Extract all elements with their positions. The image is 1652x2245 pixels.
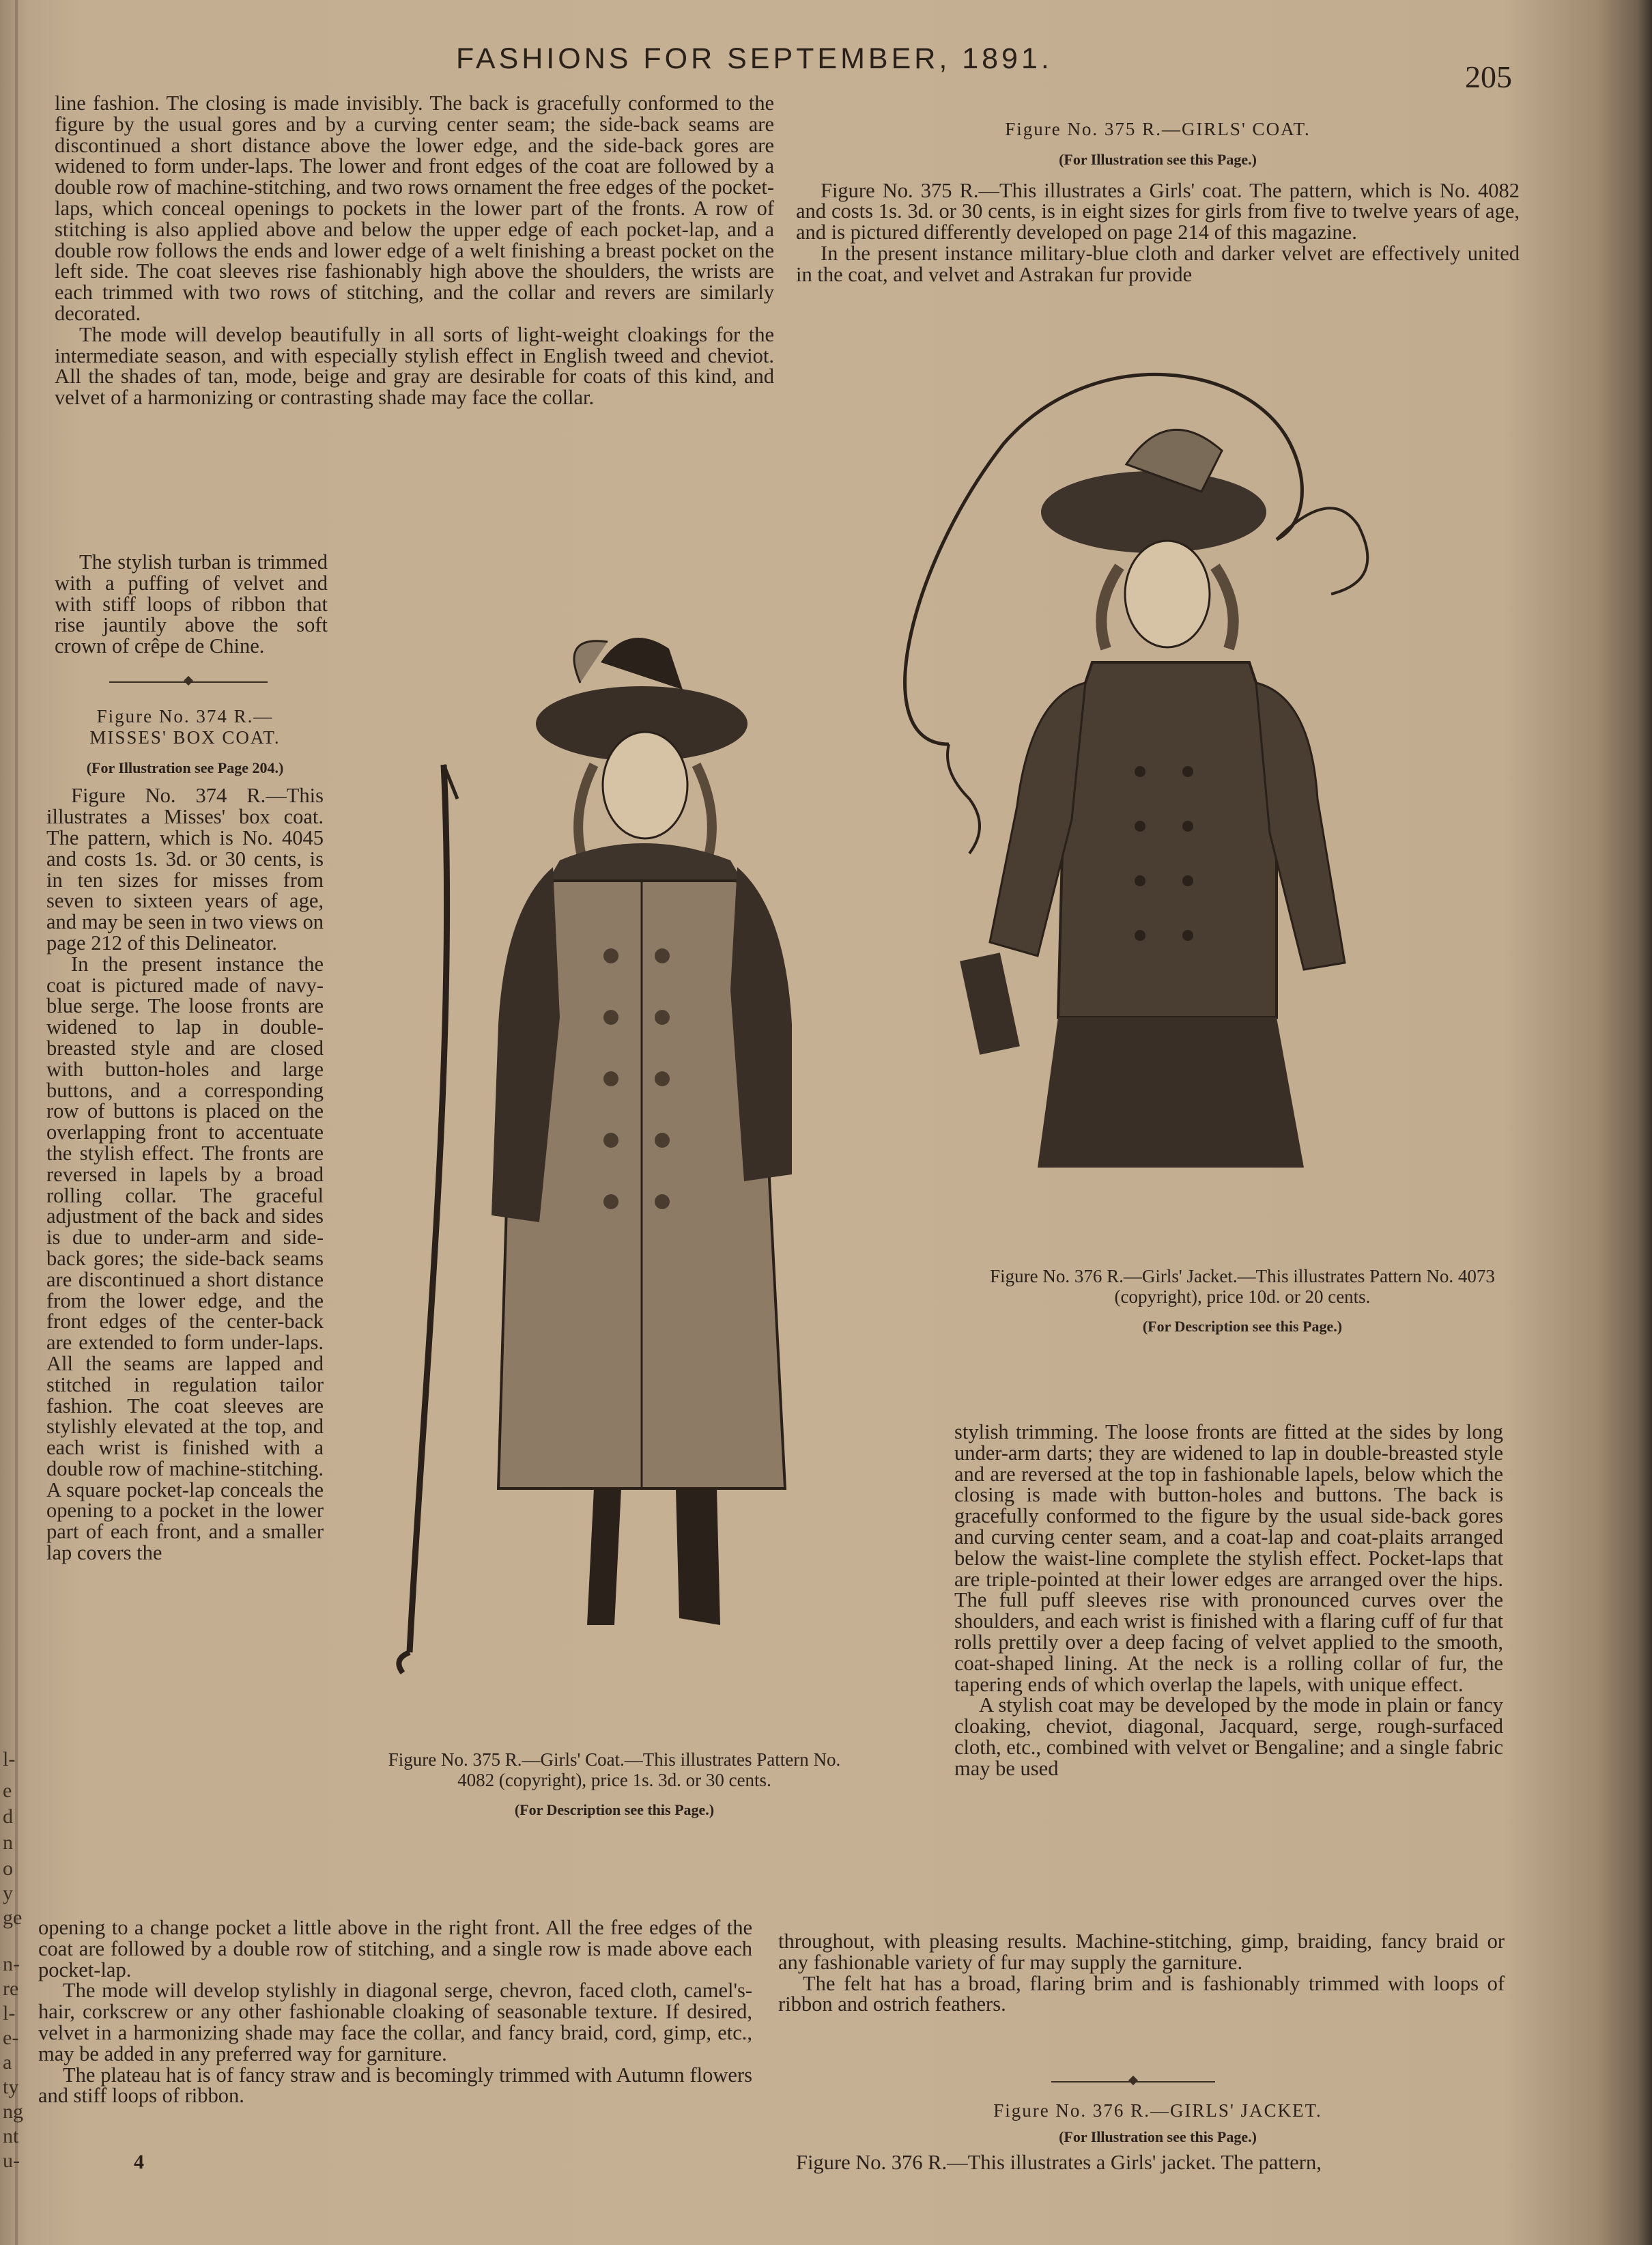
paragraph: Figure No. 375 R.—This illustrates a Girls' coat. The pattern, which is No. 4082 and costs 1s. 3d. or 30 cents, is in eight sizes for girls from five to twelve years of age, and is pictured differently developed on page 214 of this magazine. (796, 178, 1520, 244)
spine-letter: ng (3, 2100, 23, 2123)
section-ornament (109, 681, 268, 683)
left-top-column (55, 93, 774, 408)
section-heading: Figure No. 375 R.—GIRLS' COAT. (1005, 119, 1311, 139)
paragraph: The felt hat has a broad, flaring brim and is fashionably trimmed with loops of ribbon and ostrich feathers. (778, 1971, 1505, 2016)
paragraph: The mode will develop beautifully in all sorts of light-weight cloakings for the intermediate season, and with especially stylish effect in English tweed and cheviot. All the shades of tan, mode, beige and gray are desirable for coats of this kind, and velvet of a harmonizing or contrasting shade may face the collar. (55, 322, 774, 410)
paragraph: opening to a change pocket a little above in the right front. All the free edges of the coat are followed by a double row of stitching, and a single row is made above each pocket-lap. (38, 1916, 752, 1981)
right-mid-column (954, 1422, 1503, 1779)
spine-letter: l- (3, 2002, 16, 2024)
right-top-column (796, 119, 1520, 285)
spine-letter: y (3, 1882, 13, 1904)
spine-letter: a (3, 2051, 12, 2074)
left-narrow-column (46, 706, 324, 1564)
paragraph: In the present instance the coat is pictured made of navy-blue serge. The loose fronts are widened to lap in double-breasted style and are closed with button-holes and large buttons, and a corresponding row of buttons is placed on the overlapping front to accentuate the stylish effect. The fronts are reversed in lapels by a broad rolling collar. The graceful adjustment of the back and sides is due to under-arm and side-back gores; the side-back seams are discontinued a short distance from the lower edge, and the front edges of the center-back are extended to form under-laps. All the seams are lapped and stitched in regulation tailor fashion. The coat sleeves are stylishly elevated at the top, and each wrist is finished with a double row of machine-stitching. A square pocket-lap conceals the opening to a pocket in the lower part of each front, and a smaller lap covers the (46, 952, 324, 1565)
paragraph: stylish trimming. The loose fronts are fitted at the sides by long under-arm darts; they are widened to lap in double-breasted style and are reversed at the top in fashionable lapels, below which the closing is made with button-holes and buttons. The back is gracefully conformed to the figure by the usual side-back gores and curving center seam, and a coat-lap and coat-plaits arranged below the waist-line complete the stylish effect. Pocket-laps that are triple-pointed at their lower edges are arranged over the hips. The full puff sleeves rise with pronounced curves over the shoulders, and each wrist is finished with a flaring cuff of fur that rolls prettily over a deep facing of velvet applied to the smooth, coat-shaped lining. At the neck is a rolling collar of fur, the tapering ends of which overlap the lapels, with unique effect. (954, 1420, 1503, 1696)
hat-paragraph (55, 552, 328, 657)
illustration-ref: (For Illustration see this Page.) (1059, 150, 1257, 168)
paragraph: throughout, with pleasing results. Machine-stitching, gimp, braiding, fancy braid or any fashionable variety of fur may supply the garniture. (778, 1930, 1505, 1974)
spine-letter: u- (3, 2149, 20, 2172)
page-number: 205 (1465, 59, 1512, 94)
caption-description-ref: (For Description see this Page.) (514, 1801, 715, 1818)
spine-letter: ty (3, 2076, 19, 2098)
left-bottom-column (38, 1917, 752, 2106)
paragraph: The mode will develop stylishly in diagonal serge, chevron, faced cloth, camel's-hair, corkscrew or any other fashionable cloaking of seasonable texture. If desired, velvet in a harmonizing shade may face the collar, and fancy braid, cord, gimp, etc., may be added in any preferred way for garniture. (38, 1979, 752, 2065)
spine-letter: e- (3, 2027, 19, 2049)
spine-letter: d (3, 1805, 13, 1828)
figure-375-caption (375, 1749, 853, 1820)
paragraph: Figure No. 376 R.—This illustrates a Girls' jacket. The pattern, (796, 2150, 1322, 2174)
right-bottom-column (796, 2100, 1520, 2173)
section-heading: Figure No. 374 R.— (96, 706, 274, 726)
caption-text: Figure No. 376 R.—Girls' Jacket.—This illustrates Pattern No. 4073 (copyright), price 10d. or 20 cents. (990, 1266, 1495, 1307)
signature-number: 4 (134, 2151, 144, 2173)
caption-description-ref: (For Description see this Page.) (1142, 1318, 1343, 1335)
paragraph: line fashion. The closing is made invisibly. The back is gracefully conformed to the figure by the usual gores and by a curving center seam; the side-back seams are discontinued a short distance above the lower edge, and the side-back gores are widened to form under-laps. The lower and front edges of the coat are followed by a double row of machine-stitching, and two rows ornament the free edges of the pocket-laps, which conceal openings to pockets in the lower part of the fronts. A row of stitching is also applied above and below the upper edge of each pocket-lap, and a double row follows the ends and lower edge of a welt finishing a breast pocket on the left side. The coat sleeves rise fashionably high above the shoulders, the wrists are each trimmed with two rows of stitching, and the collar and revers are similarly decorated. (55, 91, 774, 325)
illustration-ref: (For Illustration see this Page.) (1059, 2128, 1257, 2145)
spine-letter: e (3, 1779, 12, 1802)
paragraph: The stylish turban is trimmed with a puffing of velvet and with stiff loops of ribbon that rise jauntily above the soft crown of crêpe de Chine. (55, 550, 328, 658)
running-header: FASHIONS FOR SEPTEMBER, 1891. (456, 42, 1053, 75)
figure-376-illustration (867, 362, 1399, 1263)
spine-letter: n- (3, 1953, 20, 1975)
paragraph: The plateau hat is of fancy straw and is becomingly trimmed with Autumn flowers and stiff loops of ribbon. (38, 2063, 752, 2108)
spine-letter: nt (3, 2125, 19, 2147)
illustration-ref: (For Illustration see Page 204.) (86, 759, 284, 776)
figure-376-caption (976, 1266, 1509, 1337)
spine-letter: l- (3, 1748, 16, 1770)
caption-text: Figure No. 375 R.—Girls' Coat.—This illustrates Pattern No. 4082 (copyright), price 1s. 3d. or 30 cents. (388, 1749, 841, 1790)
spine-letter: o (3, 1857, 13, 1880)
figure-375-illustration (382, 635, 860, 1727)
section-heading: MISSES' BOX COAT. (89, 726, 281, 748)
paragraph: Figure No. 374 R.—This illustrates a Misses' box coat. The pattern, which is No. 4045 and costs 1s. 3d. or 30 cents, is in ten sizes for misses from seven to sixteen years of age, and may be seen in two views on page 212 of this Delineator. (46, 784, 324, 955)
spine-letter: re (3, 1977, 19, 2000)
spine-letter: ge (3, 1906, 23, 1929)
paragraph: A stylish coat may be developed by the mode in plain or fancy cloaking, cheviot, diagonal, Jacquard, serge, rough-surfaced cloth, etc., combined with velvet or Bengaline; and a single fabric may be used (954, 1693, 1503, 1780)
paragraph: In the present instance military-blue cloth and darker velvet are effectively united in the coat, and velvet and Astrakan fur provide (796, 241, 1520, 286)
facing-page-fragments (0, 0, 41, 2245)
right-lower-column (778, 1931, 1505, 2015)
spine-letter: n (3, 1831, 13, 1854)
section-heading: Figure No. 376 R.—GIRLS' JACKET. (993, 2100, 1322, 2121)
section-ornament (1051, 2081, 1215, 2082)
